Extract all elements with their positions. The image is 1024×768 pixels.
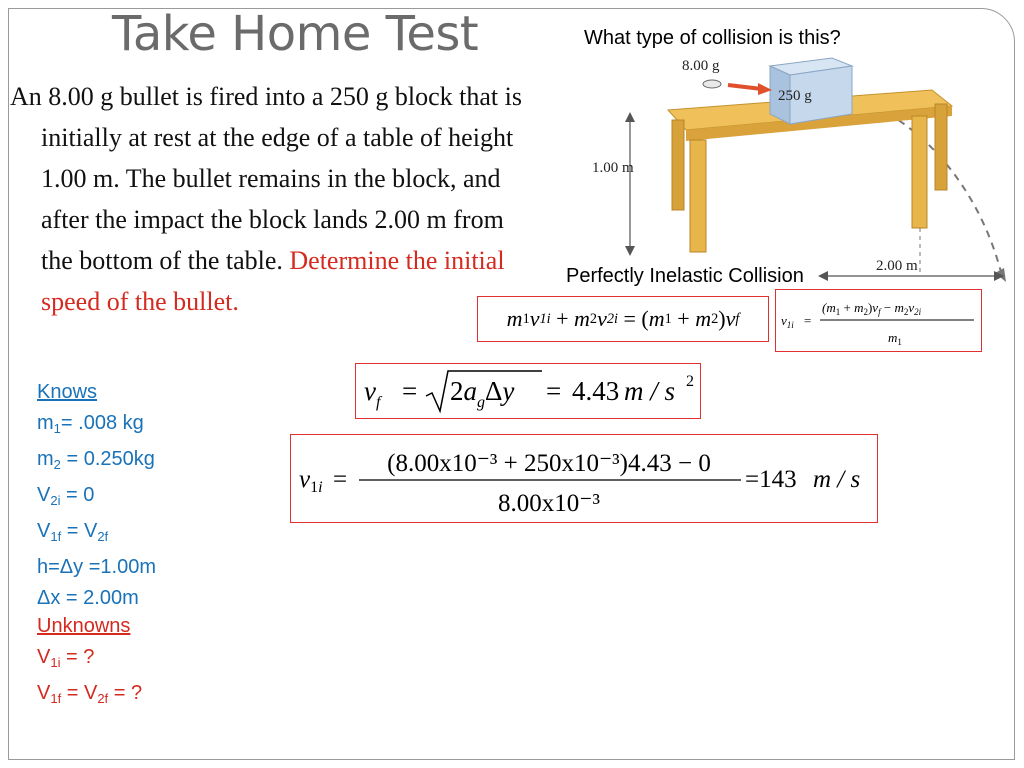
known-distance: Δx = 2.00m bbox=[37, 587, 139, 609]
momentum-equation: m 1 v 1i + m 2 v 2i = ( m 1 + m 2 ) v f bbox=[477, 296, 769, 342]
svg-text:v1i: $v_1i$ bbox=[299, 466, 323, 496]
bullet-arrow bbox=[728, 85, 762, 89]
svg-text:(m1 + m2)vf − m2v2i: $(m_1 + m_2)v_f - m_2v_{2i}$ bbox=[822, 300, 922, 317]
svg-text:m1: $m_1$ bbox=[888, 330, 902, 347]
table-leg-back-left bbox=[672, 120, 684, 210]
known-m1: $m_1= .008$ kg bbox=[37, 412, 144, 436]
block-mass-label: 250 g bbox=[778, 88, 812, 104]
v1i-result: =143 bbox=[745, 466, 797, 493]
problem-text: An 8.00 g bullet is fired into a 250 g block that is initially at rest at the edge of a table of height 1.00 m. The bullet remains in the block, and after the impact the block lands 2.00 m from the bottom of the table. bbox=[10, 82, 522, 275]
svg-text:2agΔy: $2a_g\Delta y$ bbox=[450, 376, 515, 411]
svg-text:=: = bbox=[333, 466, 348, 493]
collision-question: What type of collision is this? bbox=[584, 27, 841, 49]
v1i-units: m / s bbox=[813, 466, 861, 493]
svg-text:=: = bbox=[546, 376, 562, 406]
table-leg-back-right bbox=[935, 104, 947, 190]
numerator: (8.00x10⁻³ + 250x10⁻³)4.43 − 0 bbox=[387, 450, 711, 477]
height-label: 1.00 m bbox=[592, 160, 634, 176]
known-m2: $m_2 = 0.250kg$ bbox=[37, 448, 155, 472]
knows-list bbox=[37, 377, 156, 614]
known-v1f: $V_{1f} = V_{2f}$ bbox=[37, 520, 109, 544]
svg-text:2: 2 bbox=[686, 373, 694, 390]
problem-question: Determine the initial speed of the bullet. bbox=[41, 246, 505, 316]
table-leg-front-left bbox=[690, 140, 706, 252]
unknowns-list bbox=[37, 611, 142, 714]
final-velocity-equation bbox=[355, 363, 701, 419]
known-height: h=Δy =1.00m bbox=[37, 556, 156, 578]
svg-text:vf: $v_f$ bbox=[364, 376, 381, 411]
slide-title: Take Home Test bbox=[112, 6, 479, 62]
bullet-mass-label: 8.00 g bbox=[682, 58, 720, 74]
table-leg-front-right bbox=[912, 116, 927, 228]
distance-label: 2.00 m bbox=[876, 258, 918, 274]
unknowns-header: Unknowns bbox=[37, 615, 131, 637]
bullet bbox=[703, 80, 721, 88]
denominator: 8.00x10⁻³ bbox=[498, 490, 600, 517]
table-block-figure bbox=[590, 48, 1012, 288]
initial-velocity-calculation bbox=[290, 434, 878, 523]
known-v2i: $V_{2i} = 0$ bbox=[37, 484, 95, 508]
knows-header: Knows bbox=[37, 381, 98, 403]
svg-text:v1i: $v_{1i}$ bbox=[781, 313, 794, 330]
vf-units: m / s bbox=[624, 376, 676, 406]
problem-statement bbox=[10, 76, 540, 322]
solved-velocity-equation bbox=[775, 289, 982, 352]
svg-text:=: = bbox=[804, 313, 812, 328]
vf-result: 4.43 bbox=[572, 376, 620, 406]
svg-text:=: = bbox=[402, 376, 418, 406]
unknown-v1f: $V_{1f} = V_{2f}$ = ? bbox=[37, 682, 143, 706]
collision-answer: Perfectly Inelastic Collision bbox=[566, 265, 804, 287]
unknown-v1i: $V_{1i}$ = ? bbox=[37, 646, 95, 670]
